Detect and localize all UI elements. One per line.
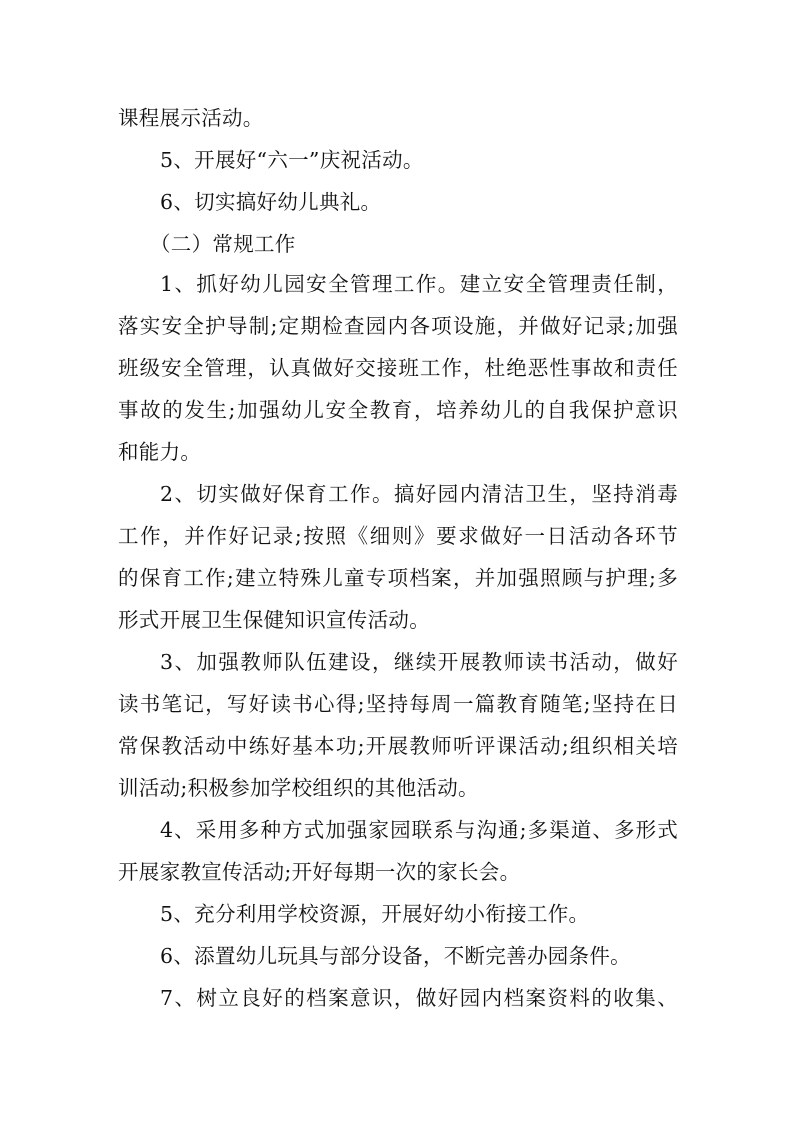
list-item: 5、开展好“六一”庆祝活动。 <box>160 148 424 172</box>
list-item: 7、树立良好的档案意识，做好园内档案资料的收集、 <box>160 986 678 1010</box>
text-line: 常保教活动中练好基本功;开展教师听评课活动;组织相关培 <box>118 734 678 758</box>
text-line: 开展家教宣传活动;开好每期一次的家长会。 <box>118 860 521 884</box>
text-line: 落实安全护导制;定期检查园内各项设施，并做好记录;加强 <box>118 314 678 338</box>
text-line: 工作，并作好记录;按照《细则》要求做好一日活动各环节 <box>118 524 678 548</box>
text-line: 班级安全管理，认真做好交接班工作，杜绝恶性事故和责任 <box>118 356 678 380</box>
list-item: 6、添置幼儿玩具与部分设备，不断完善办园条件。 <box>160 944 631 968</box>
text-line: 事故的发生;加强幼儿安全教育，培养幼儿的自我保护意识 <box>118 398 678 422</box>
text-line: 训活动;积极参加学校组织的其他活动。 <box>118 776 479 800</box>
list-item: 6、切实搞好幼儿典礼。 <box>160 190 382 214</box>
section-heading: （二）常规工作 <box>150 232 296 256</box>
text-line: 1、抓好幼儿园安全管理工作。建立安全管理责任制， <box>160 272 678 296</box>
text-line: 形式开展卫生保健知识宣传活动。 <box>118 608 430 632</box>
text-line: 的保育工作;建立特殊儿童专项档案，并加强照顾与护理;多 <box>118 566 678 590</box>
text-line: 2、切实做好保育工作。搞好园内清洁卫生，坚持消毒 <box>160 482 678 506</box>
text-line: 和能力。 <box>118 440 202 464</box>
list-item: 5、充分利用学校资源，开展好幼小衔接工作。 <box>160 902 590 926</box>
text-line: 4、采用多种方式加强家园联系与沟通;多渠道、多形式 <box>160 818 678 842</box>
text-line: 读书笔记，写好读书心得;坚持每周一篇教育随笔;坚持在日 <box>118 692 678 716</box>
text-line: 3、加强教师队伍建设，继续开展教师读书活动，做好 <box>160 650 678 674</box>
text-line: 课程展示活动。 <box>118 106 264 130</box>
